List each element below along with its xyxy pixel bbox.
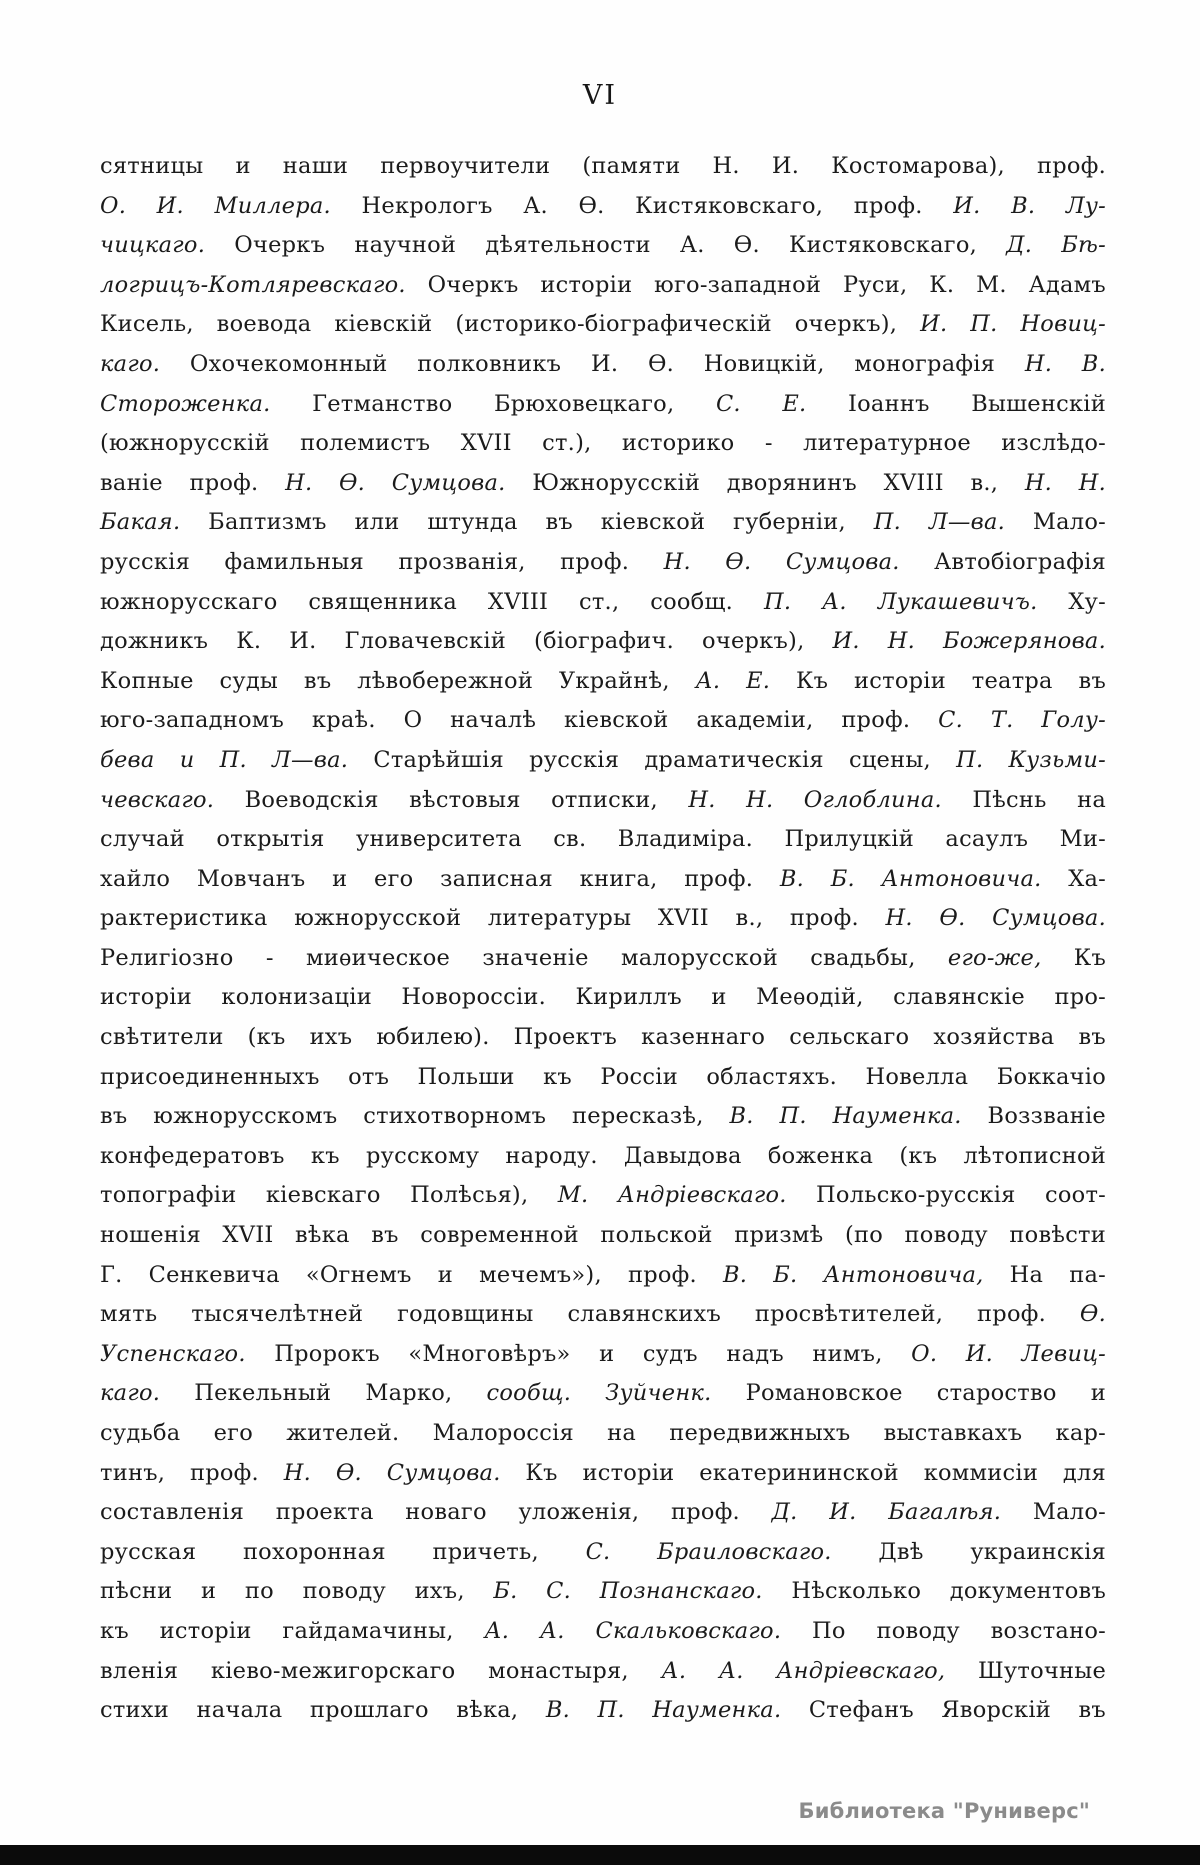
entry-text: Пекельный Марко, xyxy=(160,1380,487,1407)
author-name-italic: С. Браиловскаго. xyxy=(585,1538,832,1565)
text-line xyxy=(100,345,1106,385)
entry-text: Ха- xyxy=(1041,865,1107,892)
author-name-italic: каго. xyxy=(100,1380,161,1407)
entry-text: Некрологъ А. Ѳ. Кистяковскаго, проф. xyxy=(330,192,954,219)
entry-text: случай открытія университета св. Владиміра. Прилуцкій асаулъ Ми- xyxy=(100,826,1106,853)
entry-text: русская похоронная причеть, xyxy=(100,1538,586,1565)
author-name-italic: И. П. Новиц- xyxy=(920,311,1106,338)
text-line xyxy=(100,1176,1106,1216)
entry-text: въ южнорусскомъ стихотворномъ пересказѣ, xyxy=(100,1103,730,1130)
entry-text: свѣтители (къ ихъ юбилею). Проектъ казеннаго сельскаго хозяйства въ xyxy=(100,1024,1106,1051)
author-name-italic: Н. Н. xyxy=(1024,469,1106,496)
text-line xyxy=(100,1414,1106,1454)
entry-text: дожникъ К. И. Гловачевскій (біографич. очеркъ), xyxy=(100,628,833,655)
entry-text: Пѣснь на xyxy=(941,786,1106,813)
text-line xyxy=(100,1335,1106,1375)
text-line xyxy=(100,464,1106,504)
text-line xyxy=(100,1137,1106,1177)
text-line xyxy=(100,701,1106,741)
entry-text: мять тысячелѣтней годовщины славянскихъ просвѣтителей, проф. xyxy=(100,1301,1080,1328)
author-name-italic: чевскаго. xyxy=(100,786,215,813)
entry-text: пѣсни и по поводу ихъ, xyxy=(100,1578,494,1605)
entry-text: Воззваніе xyxy=(961,1103,1106,1130)
entry-text: Охочекомонный полковникъ И. Ѳ. Новицкій, монографія xyxy=(160,350,1025,377)
text-line xyxy=(100,1533,1106,1573)
text-line xyxy=(100,978,1106,1018)
entry-text: топографіи кіевскаго Полѣсья), xyxy=(100,1182,558,1209)
author-name-italic: Д. И. Багалѣя. xyxy=(771,1499,1002,1526)
author-name-italic: Н. В. xyxy=(1024,350,1106,377)
author-name-italic: Ѳ. xyxy=(1079,1301,1106,1328)
entry-text: Іоаннъ Вышенскій xyxy=(806,390,1106,417)
author-name-italic: Н. Ѳ. Сумцова. xyxy=(885,905,1106,932)
text-line xyxy=(100,899,1106,939)
entry-text: Къ xyxy=(1041,944,1107,971)
author-name-italic: чицкаго. xyxy=(100,232,206,259)
entry-text: Очеркъ научной дѣятельности А. Ѳ. Кистяковскаго, xyxy=(205,232,1007,259)
author-name-italic: бева и П. Л—ва. xyxy=(100,746,349,773)
scan-edge-bar xyxy=(0,1845,1200,1865)
text-line xyxy=(100,424,1106,464)
author-name-italic: Стороженка. xyxy=(100,390,271,417)
entry-text: исторіи колонизаціи Новороссіи. Кириллъ и Меѳодій, славянскіе про- xyxy=(100,984,1106,1011)
text-line xyxy=(100,1612,1106,1652)
text-line xyxy=(100,1058,1106,1098)
entry-text: Шуточные xyxy=(945,1657,1107,1684)
text-line xyxy=(100,1691,1106,1731)
author-name-italic: О. И. Миллера. xyxy=(100,192,331,219)
entry-text: вленія кіево-межигорскаго монастыря, xyxy=(100,1657,662,1684)
entry-text: рактеристика южнорусской литературы XVII в., проф. xyxy=(100,905,886,932)
author-name-italic: каго. xyxy=(100,350,161,377)
author-name-italic: О. И. Левиц- xyxy=(911,1340,1106,1367)
text-line xyxy=(100,226,1106,266)
author-name-italic: Н. Ѳ. Сумцова. xyxy=(663,548,900,575)
entry-text: Нѣсколько документовъ xyxy=(762,1578,1107,1605)
text-line xyxy=(100,1295,1106,1335)
entry-text: Польско-русскія соот- xyxy=(786,1182,1106,1209)
entry-text: На па- xyxy=(983,1261,1106,1288)
text-line xyxy=(100,385,1106,425)
author-name-italic: А. Е. xyxy=(695,667,771,694)
author-name-italic: Успенскаго. xyxy=(100,1340,246,1367)
author-name-italic: Н. Ѳ. Сумцова. xyxy=(283,1459,501,1486)
entry-text: Автобіографія xyxy=(899,548,1106,575)
entry-text: Гетманство Брюховецкаго, xyxy=(270,390,716,417)
author-name-italic: Б. С. Познанскаго. xyxy=(493,1578,763,1605)
entry-text: судьба его жителей. Малороссія на передвижныхъ выставкахъ кар- xyxy=(100,1420,1106,1446)
entry-text: хайло Мовчанъ и его записная книга, проф. xyxy=(100,865,780,892)
entry-text: Баптизмъ или штунда въ кіевской губерніи, xyxy=(180,509,874,536)
entry-text: Старѣйшія русскія драматическія сцены, xyxy=(348,746,957,773)
entry-text: конфедератовъ къ русскому народу. Давыдова боженка (къ лѣтописной xyxy=(100,1142,1106,1169)
text-line xyxy=(100,1572,1106,1612)
author-name-italic: Н. Ѳ. Сумцова. xyxy=(285,469,506,496)
author-name-italic: С. Е. xyxy=(715,390,807,417)
entry-text: Романовское староство и xyxy=(711,1380,1106,1407)
entry-text: составленія проекта новаго уложенія, проф. xyxy=(100,1499,772,1526)
page-number: VI xyxy=(582,80,618,111)
text-line xyxy=(100,266,1106,306)
author-name-italic: И. В. Лу- xyxy=(953,192,1106,219)
author-name-italic: С. Т. Голу- xyxy=(938,707,1106,734)
entry-text: Воеводскія вѣстовыя отписки, xyxy=(214,786,689,813)
entry-text: русскія фамильныя прозванія, проф. xyxy=(100,548,664,575)
author-name-italic: А. А. Андріевскаго, xyxy=(661,1657,946,1684)
author-name-italic: П. А. Лукашевичъ. xyxy=(763,588,1038,615)
entry-text: Южнорусскій дворянинъ XVIII в., xyxy=(505,469,1025,496)
entry-text: стихи начала прошлаго вѣка, xyxy=(100,1697,546,1724)
entry-text: Религіозно - миѳическое значеніе малорусской свадьбы, xyxy=(100,944,948,971)
entry-text: По поводу возстано- xyxy=(781,1617,1106,1644)
entry-text: тинъ, проф. xyxy=(100,1459,284,1486)
entry-text: ваніе проф. xyxy=(100,469,286,496)
entry-text: присоединенныхъ отъ Польши къ Россіи областяхъ. Новелла Боккачіо xyxy=(100,1063,1106,1090)
entry-text: Къ исторіи театра въ xyxy=(770,667,1107,694)
text-line xyxy=(100,662,1106,702)
text-line xyxy=(100,1216,1106,1256)
author-name-italic: В. Б. Антоновича. xyxy=(779,865,1042,892)
text-line xyxy=(100,860,1106,900)
author-name-italic: В. П. Науменка. xyxy=(545,1697,782,1724)
index-text-block xyxy=(100,147,1106,1731)
text-line xyxy=(100,1097,1106,1137)
text-line xyxy=(100,503,1106,543)
library-watermark: Библиотека "Руниверс" xyxy=(798,1799,1090,1823)
entry-text: Г. Сенкевича «Огнемъ и мечемъ»), проф. xyxy=(100,1261,723,1288)
text-line xyxy=(100,781,1106,821)
text-line xyxy=(100,820,1106,860)
author-name-italic: логрицъ-Котляревскаго. xyxy=(100,271,406,298)
text-line xyxy=(100,1454,1106,1494)
entry-text: Двѣ украинскія xyxy=(831,1538,1106,1565)
text-line xyxy=(100,543,1106,583)
text-line xyxy=(100,1652,1106,1692)
text-line xyxy=(100,1018,1106,1058)
author-name-italic: Н. Н. Оглоблина. xyxy=(688,786,942,813)
text-line xyxy=(100,187,1106,227)
entry-text: южнорусскаго священника XVIII ст., сообщ. xyxy=(100,588,764,615)
author-name-italic: Бакая. xyxy=(100,509,181,536)
entry-text: Мало- xyxy=(1001,1499,1106,1526)
text-line xyxy=(100,1374,1106,1414)
entry-text: къ исторіи гайдамачины, xyxy=(100,1617,485,1644)
author-name-italic: П. Кузьми- xyxy=(956,746,1107,773)
author-name-italic: его-же, xyxy=(947,944,1042,971)
entry-text: Кисель, воевода кіевскій (историко-біографическій очеркъ), xyxy=(100,311,921,338)
text-line xyxy=(100,1256,1106,1296)
text-line xyxy=(100,741,1106,781)
text-line xyxy=(100,147,1106,187)
author-name-italic: Д. Бѣ- xyxy=(1006,232,1107,259)
entry-text: Стефанъ Яворскій въ xyxy=(781,1697,1106,1724)
author-name-italic: сообщ. Зуйченк. xyxy=(486,1380,712,1407)
entry-text: Очеркъ исторіи юго-западной Руси, К. М. Адамъ xyxy=(405,271,1106,298)
text-line xyxy=(100,305,1106,345)
entry-text: юго-западномъ краѣ. О началѣ кіевской академіи, проф. xyxy=(100,707,939,734)
entry-text: Копные суды въ лѣвобережной Украйнѣ, xyxy=(100,667,696,694)
author-name-italic: В. Б. Антоновича, xyxy=(722,1261,984,1288)
text-line xyxy=(100,622,1106,662)
text-line xyxy=(100,1493,1106,1533)
author-name-italic: П. Л—ва. xyxy=(873,509,1006,536)
author-name-italic: М. Андріевскаго. xyxy=(557,1182,787,1209)
entry-text: ношенія XVII вѣка въ современной польской призмѣ (по поводу повѣсти xyxy=(100,1222,1106,1249)
author-name-italic: И. Н. Божерянова. xyxy=(832,628,1107,655)
entry-text: Мало- xyxy=(1005,509,1106,536)
author-name-italic: В. П. Науменка. xyxy=(729,1103,962,1130)
author-name-italic: А. А. Скальковскаго. xyxy=(484,1617,782,1644)
text-line xyxy=(100,939,1106,979)
text-line xyxy=(100,583,1106,623)
entry-text: Пророкъ «Многовѣръ» и судъ надъ нимъ, xyxy=(245,1340,912,1367)
entry-text: Ху- xyxy=(1037,588,1106,615)
entry-text: (южнорусскій полемистъ XVII ст.), историко - литературное изслѣдо- xyxy=(100,430,1106,457)
entry-text: сятницы и наши первоучители (памяти Н. И. Костомарова), проф. xyxy=(100,153,1106,179)
entry-text: Къ исторіи екатерининской коммисіи для xyxy=(500,1459,1107,1486)
